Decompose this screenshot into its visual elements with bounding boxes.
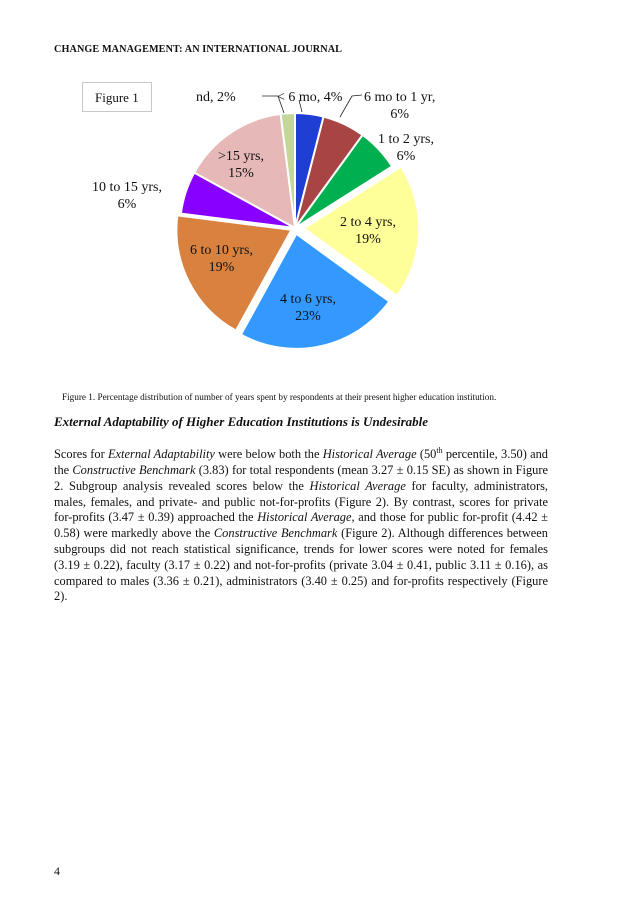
body-paragraph: Scores for External Adaptability were below both the Historical Average (50th percentile, 3.50) and the Constructive Benchmark (3.83) for total respondents (mean 3.27 ± 0.15 SE) as shown in Figure 2. Subgroup analysis revealed scores below the Historical Average for faculty, administrators, males, females, and private- and public not-for-profits (Figure 2). By contrast, scores for private for-profits (3.47 ± 0.39) approached the Historical Average, and those for public for-profit (4.42 ± 0.58) were markedly above the Constructive Benchmark (Figure 2). Although differences between subgroups did not reach statistical significance, trends for lower scores were noted for females (3.19 ± 0.22), faculty (3.17 ± 0.22) and not-for-profits (private 3.04 ± 0.41, public 3.11 ± 0.16), as compared to males (3.36 ± 0.21), administrators (3.40 ± 0.25) and for-profits respectively (Figure 2). xyxy=(54,446,548,604)
pie-label-gt15yrs: >15 yrs, 15% xyxy=(218,149,265,181)
pie-label-10-15yrs: 10 to 15 yrs, 6% xyxy=(92,180,162,212)
leader-line-6mo-1yr xyxy=(340,95,362,117)
figure-label-box: Figure 1 xyxy=(82,82,152,112)
pie-label-lt6mo: < 6 mo, 4% xyxy=(277,90,343,105)
pie-label-nd: nd, 2% xyxy=(196,90,236,105)
journal-header: CHANGE MANAGEMENT: AN INTERNATIONAL JOURNAL xyxy=(54,44,343,55)
page-number: 4 xyxy=(54,864,60,878)
pie-label-4-6yrs: 4 to 6 yrs, 23% xyxy=(280,292,336,324)
pie-chart xyxy=(0,75,638,375)
pie-label-1-2yrs: 1 to 2 yrs, 6% xyxy=(378,132,434,164)
section-title: External Adaptability of Higher Education Institutions is Undesirable xyxy=(54,414,429,429)
figure-caption: Figure 1. Percentage distribution of number of years spent by respondents at their present higher education institution. xyxy=(62,392,497,402)
pie-label-2-4yrs: 2 to 4 yrs, 19% xyxy=(340,215,396,247)
pie-label-6mo-1yr: 6 mo to 1 yr, 6% xyxy=(364,90,436,122)
pie-label-6-10yrs: 6 to 10 yrs, 19% xyxy=(190,243,253,275)
